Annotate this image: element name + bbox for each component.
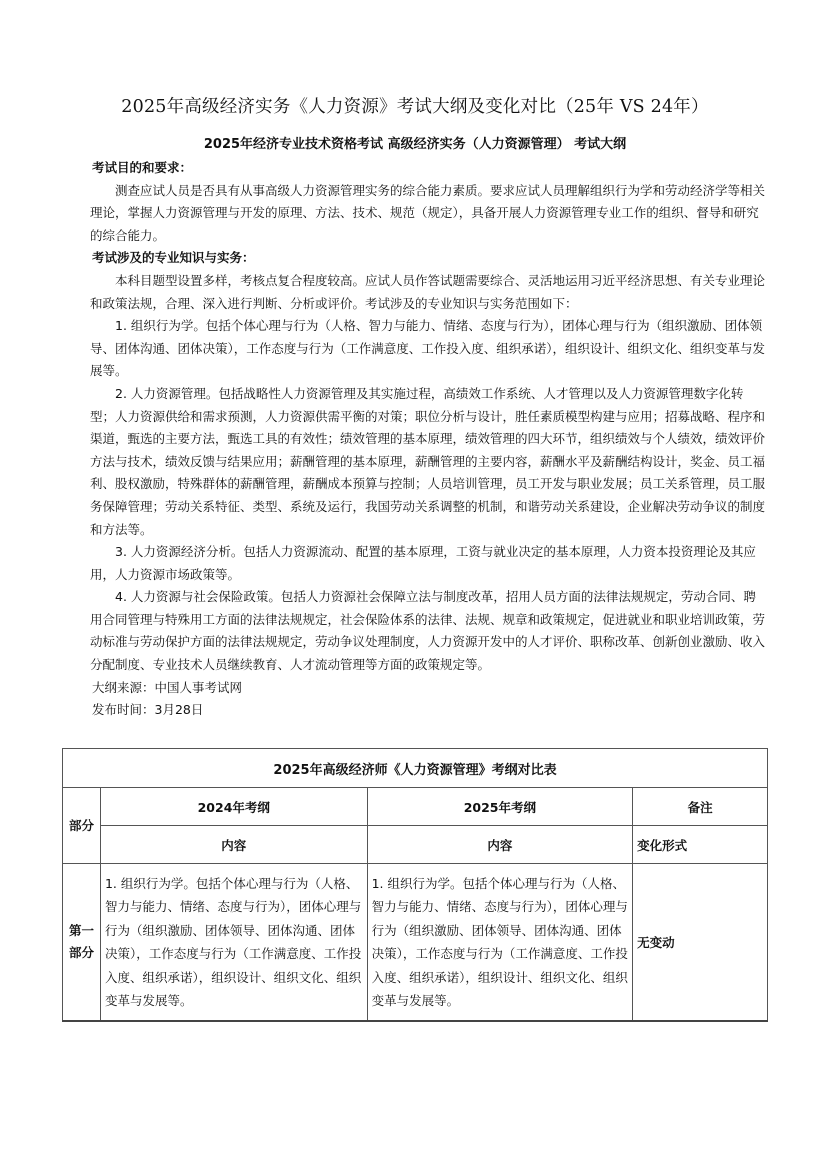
table-header-row xyxy=(63,788,768,826)
row-content-2024: 1. 组织行为学。包括个体心理与行为（人格、智力与能力、情绪、态度与行为），团体心理与行为（组织激励、团体领导、团体沟通、团体决策），工作态度与行为（工作满意度、工作投入度、组织承诺），组织设计、组织文化、组织变革与发展等。 xyxy=(100,864,367,1022)
header-2024: 2024年考纲 xyxy=(100,788,367,826)
outline-subtitle: 2025年经济专业技术资格考试 高级经济实务（人力资源管理） 考试大纲 xyxy=(203,137,627,152)
header-note: 备注 xyxy=(633,788,768,826)
table-caption: 2025年高级经济师《人力资源管理》考纲对比表 xyxy=(63,749,768,788)
page-title: 2025年高级经济实务《人力资源》考试大纲及变化对比（25年 VS 24年） xyxy=(121,97,709,117)
subheader-content-2025: 内容 xyxy=(367,826,633,864)
outline-item-1: 1. 组织行为学。包括个体心理与行为（人格、智力与能力、情绪、态度与行为），团体心理与行为（组织激励、团体领导、团体沟通、团体决策），工作态度与行为（工作满意度、工作投入度、组织承诺），组织设计、组织文化、组织变革与发展等。 xyxy=(90,318,766,379)
table-caption-row xyxy=(63,749,768,788)
row-content-2025: 1. 组织行为学。包括个体心理与行为（人格、智力与能力、情绪、态度与行为），团体心理与行为（组织激励、团体领导、团体沟通、团体决策），工作态度与行为（工作满意度、工作投入度、组织承诺），组织设计、组织文化、组织变革与发展等。 xyxy=(367,864,633,1022)
table-subheader-row xyxy=(63,826,768,864)
subheader-change: 变化形式 xyxy=(633,826,768,864)
header-part: 部分 xyxy=(63,788,101,864)
row-change: 无变动 xyxy=(633,864,768,1022)
comparison-table xyxy=(62,748,768,1022)
outline-item-4: 4. 人力资源与社会保险政策。包括人力资源社会保障立法与制度改革，招用人员方面的法律法规规定，劳动合同、聘用合同管理与特殊用工方面的法律法规规定，社会保险体系的法律、法规、规章和政策规定，促进就业和职业培训政策，劳动标准与劳动保护方面的法律法规规定，劳动争议处理制度，人力资源开发中的人才评价、职称改革、创新创业激励、收入分配制度、专业技术人员继续教育、人才流动管理等方面的政策规定等。 xyxy=(90,589,766,673)
publish-date: 发布时间：3月28日 xyxy=(92,702,204,718)
knowledge-intro: 本科目题型设置多样，考核点复合程度较高。应试人员作答试题需要综合、灵活地运用习近平经济思想、有关专业理论和政策法规，合理、深入进行判断、分析或评价。考试涉及的专业知识与实务范围如下： xyxy=(90,272,766,311)
subheader-content-2024: 内容 xyxy=(100,826,367,864)
table-row xyxy=(63,864,768,1022)
outline-source: 大纲来源：中国人事考试网 xyxy=(92,679,243,695)
outline-body xyxy=(90,157,768,722)
row-part-label: 第一部分 xyxy=(63,864,101,1022)
outline-item-3: 3. 人力资源经济分析。包括人力资源流动、配置的基本原理，工资与就业决定的基本原理，人力资本投资理论及其应用，人力资源市场政策等。 xyxy=(90,544,756,582)
knowledge-heading: 考试涉及的专业知识与实务： xyxy=(92,250,255,266)
purpose-text: 测查应试人员是否具有从事高级人力资源管理实务的综合能力素质。要求应试人员理解组织行为学和劳动经济学等相关理论，掌握人力资源管理与开发的原理、方法、技术、规范（规定），具备开展人力资源管理专业工作的组织、督导和研究的综合能力。 xyxy=(90,182,766,243)
header-2025: 2025年考纲 xyxy=(367,788,633,826)
outline-item-2: 2. 人力资源管理。包括战略性人力资源管理及其实施过程，高绩效工作系统、人才管理以及人力资源管理数字化转型；人力资源供给和需求预测，人力资源供需平衡的对策；职位分析与设计，胜任素质模型构建与应用；招募战略、程序和渠道，甄选的主要方法，甄选工具的有效性；绩效管理的基本原理，绩效管理的四大环节，组织绩效与个人绩效，绩效评价方法与技术，绩效反馈与结果应用；薪酬管理的基本原理，薪酬管理的主要内容，薪酬水平及薪酬结构设计，奖金、员工福利、股权激励，特殊群体的薪酬管理，薪酬成本预算与控制；人员培训管理，员工开发与职业发展；员工关系管理，员工服务保障管理；劳动关系特征、类型、系统及运行，我国劳动关系调整的机制，和谐劳动关系建设，企业解决劳动争议的制度和方法等。 xyxy=(90,385,766,537)
purpose-heading: 考试目的和要求： xyxy=(92,160,193,175)
